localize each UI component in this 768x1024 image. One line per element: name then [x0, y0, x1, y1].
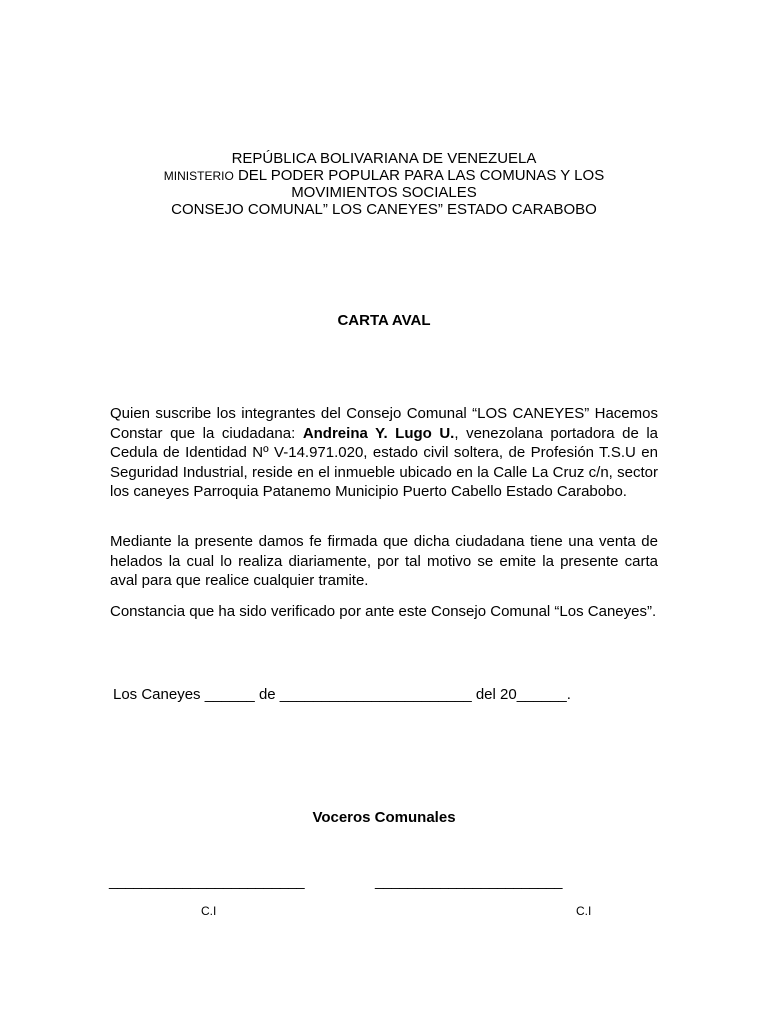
header-line-1: REPÚBLICA BOLIVARIANA DE VENEZUELA [231, 150, 537, 167]
date-line: Los Caneyes ______ de _______________________ del 20______. [113, 686, 571, 703]
header-ministry-cont [110, 184, 658, 201]
header-consejo [110, 201, 658, 218]
paragraph-1-start: Quien suscribe los integrantes del Consejo Comunal “LOS CANEYES” Hacemos Constar que la ciudadana: [110, 405, 658, 442]
header-ministry-prefix: MINISTERIO [163, 169, 234, 183]
paragraph-1 [110, 404, 658, 502]
paragraph-2: Mediante la presente damos fe firmada que dicha ciudadana tiene una venta de helados la cual lo realiza diariamente, por tal motivo se emite la presente carta aval para que realice cualquier tramite. [110, 533, 658, 589]
paragraph-3: Constancia que ha sido verificado por ante este Consejo Comunal “Los Caneyes”. [110, 603, 657, 620]
signature-line-left: ________________________ [109, 873, 305, 890]
header-line-3: MOVIMIENTOS SOCIALES [291, 184, 477, 201]
document-title: CARTA AVAL [337, 312, 431, 329]
header-line-4: CONSEJO COMUNAL” LOS CANEYES” ESTADO CARABOBO [171, 201, 597, 218]
signature-line-right: _______________________ [375, 873, 563, 890]
header-ministry [110, 167, 658, 185]
header-ministry-name: DEL PODER POPULAR PARA LAS COMUNAS Y LOS [233, 167, 605, 184]
paragraph-1-end: , venezolana portadora de la Cedula de Identidad Nº V-14.971.020, estado civil soltera, de Profesión T.S.U en Seguridad Industrial, reside en el inmueble ubicado en la Calle La Cruz c/n, sector los caneyes Parroquia Patanemo Municipio Puerto Cabello Estado Carabobo. [110, 424, 659, 500]
signatures-heading: Voceros Comunales [312, 809, 456, 826]
header-republic [110, 150, 658, 167]
citizen-name: Andreina Y. Lugo U. [302, 424, 455, 442]
ci-label-right: C.I [576, 904, 592, 918]
ci-label-left: C.I [201, 904, 217, 918]
